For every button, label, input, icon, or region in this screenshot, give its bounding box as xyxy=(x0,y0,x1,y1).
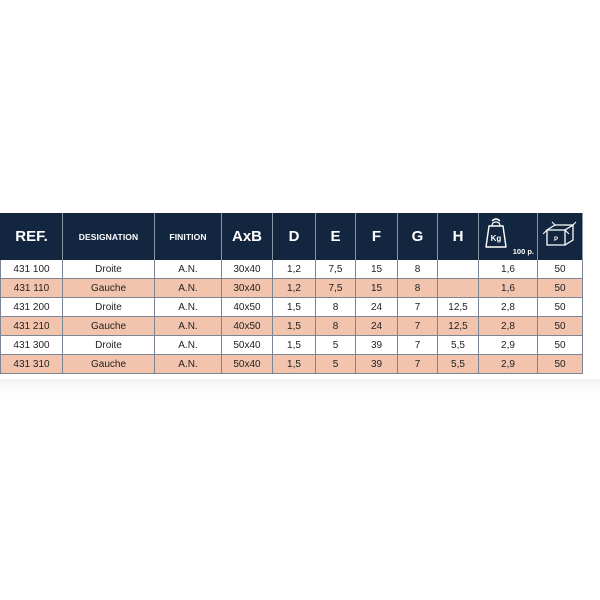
cell-h: 5,5 xyxy=(438,355,479,374)
cell-ref: 431 100 xyxy=(1,260,63,279)
cell-axb: 30x40 xyxy=(222,279,273,298)
cell-finition: A.N. xyxy=(155,298,222,317)
cell-designation: Gauche xyxy=(63,317,155,336)
table-row xyxy=(1,279,583,298)
cell-h xyxy=(438,260,479,279)
cell-weight: 2,8 xyxy=(479,298,538,317)
cell-d: 1,2 xyxy=(273,279,316,298)
cell-finition: A.N. xyxy=(155,317,222,336)
cell-weight: 2,8 xyxy=(479,317,538,336)
cell-weight: 1,6 xyxy=(479,260,538,279)
header-f: F xyxy=(356,213,398,260)
cell-e: 7,5 xyxy=(316,279,356,298)
cell-g: 7 xyxy=(398,298,438,317)
table-row xyxy=(1,336,583,355)
cell-finition: A.N. xyxy=(155,355,222,374)
cell-h: 12,5 xyxy=(438,317,479,336)
weight-unit-label: Kg xyxy=(490,234,502,243)
cell-designation: Droite xyxy=(63,298,155,317)
header-e: E xyxy=(316,213,356,260)
cell-ref: 431 310 xyxy=(1,355,63,374)
cell-g: 7 xyxy=(398,355,438,374)
cell-h xyxy=(438,279,479,298)
product-table xyxy=(0,213,583,374)
cell-weight: 2,9 xyxy=(479,355,538,374)
cell-axb: 30x40 xyxy=(222,260,273,279)
cell-g: 8 xyxy=(398,279,438,298)
cell-g: 8 xyxy=(398,260,438,279)
cell-e: 5 xyxy=(316,355,356,374)
cell-weight: 1,6 xyxy=(479,279,538,298)
cell-e: 7,5 xyxy=(316,260,356,279)
cell-e: 5 xyxy=(316,336,356,355)
table-row xyxy=(1,355,583,374)
cell-d: 1,5 xyxy=(273,317,316,336)
header-h: H xyxy=(438,213,479,260)
table-bottom-shadow xyxy=(0,379,600,395)
table-row xyxy=(1,298,583,317)
cell-designation: Gauche xyxy=(63,279,155,298)
header-axb: AxB xyxy=(222,213,273,260)
cell-f: 24 xyxy=(356,298,398,317)
cell-qty: 50 xyxy=(538,279,583,298)
cell-f: 39 xyxy=(356,336,398,355)
header-weight xyxy=(479,213,538,260)
header-packaging xyxy=(538,213,583,260)
cell-qty: 50 xyxy=(538,260,583,279)
cell-f: 39 xyxy=(356,355,398,374)
cell-axb: 50x40 xyxy=(222,355,273,374)
cell-e: 8 xyxy=(316,317,356,336)
cell-d: 1,5 xyxy=(273,355,316,374)
cell-qty: 50 xyxy=(538,336,583,355)
weight-per-label: 100 p. xyxy=(512,247,534,256)
cell-designation: Droite xyxy=(63,336,155,355)
table-row xyxy=(1,260,583,279)
cell-g: 7 xyxy=(398,317,438,336)
header-d: D xyxy=(273,213,316,260)
cell-e: 8 xyxy=(316,298,356,317)
cell-h: 12,5 xyxy=(438,298,479,317)
cell-f: 15 xyxy=(356,260,398,279)
cell-axb: 40x50 xyxy=(222,298,273,317)
cell-finition: A.N. xyxy=(155,336,222,355)
cell-ref: 431 110 xyxy=(1,279,63,298)
cell-finition: A.N. xyxy=(155,260,222,279)
box-label: P xyxy=(553,237,559,243)
cell-d: 1,2 xyxy=(273,260,316,279)
header-g: G xyxy=(398,213,438,260)
header-ref: REF. xyxy=(1,213,63,260)
cell-axb: 50x40 xyxy=(222,336,273,355)
cell-h: 5,5 xyxy=(438,336,479,355)
cell-d: 1,5 xyxy=(273,298,316,317)
kg-weight-icon xyxy=(485,217,507,249)
cell-qty: 50 xyxy=(538,298,583,317)
cell-qty: 50 xyxy=(538,355,583,374)
table-header-row xyxy=(1,213,583,260)
cell-f: 15 xyxy=(356,279,398,298)
cell-axb: 40x50 xyxy=(222,317,273,336)
table-row xyxy=(1,317,583,336)
cell-ref: 431 300 xyxy=(1,336,63,355)
cell-f: 24 xyxy=(356,317,398,336)
header-designation: DESIGNATION xyxy=(63,213,155,260)
product-table-container xyxy=(0,213,600,395)
cell-ref: 431 200 xyxy=(1,298,63,317)
header-finition: FINITION xyxy=(155,213,222,260)
cell-d: 1,5 xyxy=(273,336,316,355)
cell-ref: 431 210 xyxy=(1,317,63,336)
cell-finition: A.N. xyxy=(155,279,222,298)
cell-qty: 50 xyxy=(538,317,583,336)
cell-weight: 2,9 xyxy=(479,336,538,355)
cell-designation: Gauche xyxy=(63,355,155,374)
cell-designation: Droite xyxy=(63,260,155,279)
cell-g: 7 xyxy=(398,336,438,355)
box-icon xyxy=(543,221,577,247)
